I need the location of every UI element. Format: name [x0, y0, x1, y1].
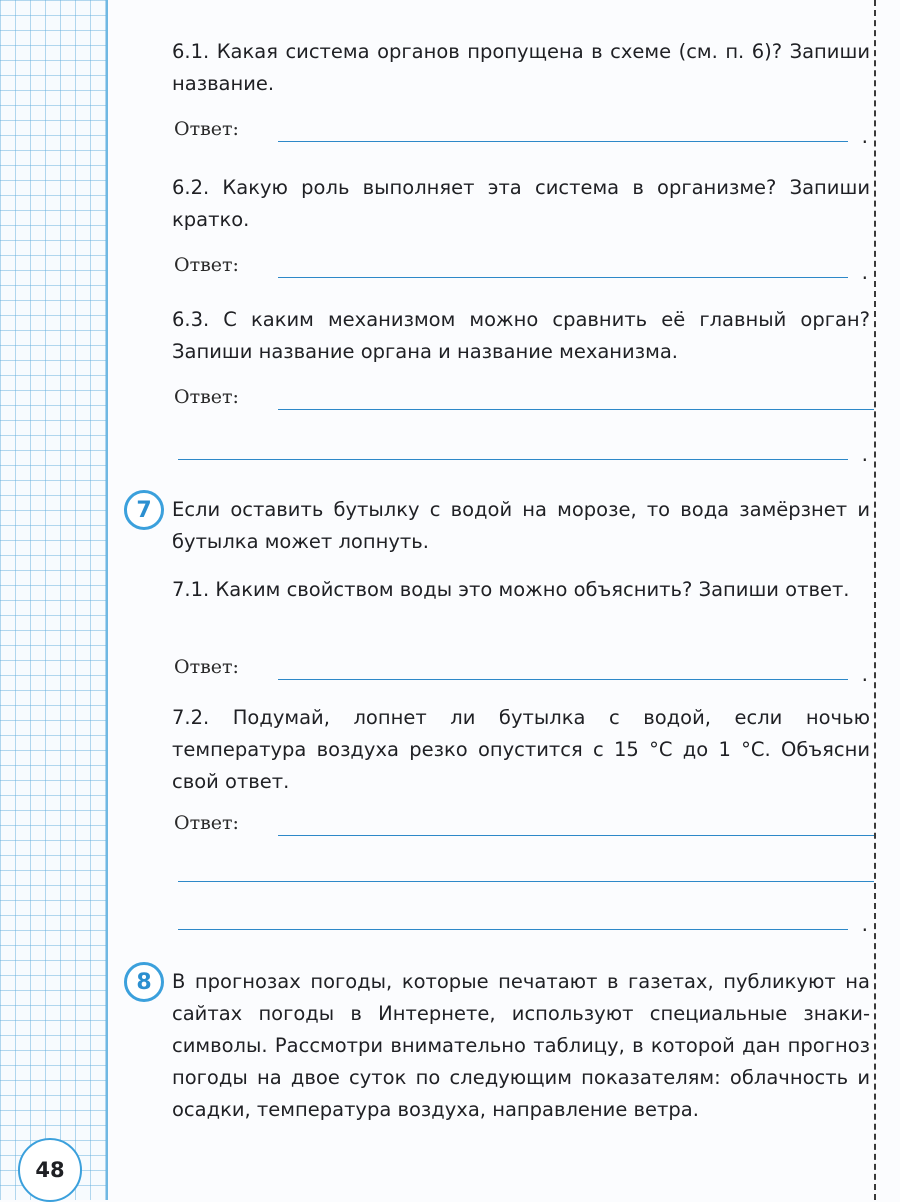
answer-line-7-1[interactable] — [278, 679, 848, 680]
answer-dot: . — [861, 912, 868, 936]
answer-row-7-2c — [174, 906, 874, 938]
answer-label: Ответ: — [174, 812, 239, 834]
answer-dot: . — [861, 260, 868, 284]
question-6-1: 6.1. Какая система органов пропущена в схеме (см. п. 6)? Запиши название. — [172, 40, 870, 95]
answer-line-6-3b[interactable] — [178, 459, 848, 460]
answer-label: Ответ: — [174, 254, 239, 276]
page-number: 48 — [18, 1138, 82, 1202]
answer-label: Ответ: — [174, 386, 239, 408]
answer-row-7-2b — [174, 858, 874, 890]
answer-label: Ответ: — [174, 656, 239, 678]
answer-row-6-3 — [174, 386, 874, 418]
task-7-number-badge: 7 — [124, 490, 164, 530]
question-6-2: 6.2. Какую роль выполняет эта система в организме? Запиши кратко. — [172, 176, 870, 231]
answer-row-6-2 — [174, 254, 874, 286]
question-7-1: 7.1. Каким свойством воды это можно объяснить? Запиши ответ. — [172, 578, 850, 601]
answer-line-6-1[interactable] — [278, 141, 848, 142]
task-8-text: В прогнозах погоды, которые печатают в газетах, публикуют на сайтах погоды в Интернете, используют специальные знаки-символы. Рассмотри внимательно таблицу, в которой дан прогноз погоды на двое суток по следующим показателям: облачность и осадки, температура воздуха, направление ветра. — [172, 970, 870, 1121]
task-7-text: Если оставить бутылку с водой на морозе, то вода замёрзнет и бутылка может лопнуть. — [172, 498, 870, 553]
answer-line-7-2b[interactable] — [178, 881, 874, 882]
task-8-number-badge: 8 — [124, 962, 164, 1002]
answer-line-6-2[interactable] — [278, 277, 848, 278]
answer-row-7-1 — [174, 656, 874, 688]
answer-label: Ответ: — [174, 118, 239, 140]
answer-dot: . — [861, 442, 868, 466]
question-6-3: 6.3. С каким механизмом можно сравнить её главный орган? Запиши название органа и название механизма. — [172, 308, 870, 363]
answer-row-6-3b — [174, 436, 874, 468]
answer-line-6-3a[interactable] — [278, 409, 874, 410]
answer-line-7-2c[interactable] — [178, 929, 848, 930]
answer-line-7-2a[interactable] — [278, 835, 874, 836]
question-7-2: 7.2. Подумай, лопнет ли бутылка с водой, если ночью температура воздуха резко опустится с 15 °С до 1 °С. Объясни свой ответ. — [172, 706, 870, 793]
answer-row-6-1 — [174, 118, 874, 150]
answer-dot: . — [861, 124, 868, 148]
answer-dot: . — [861, 662, 868, 686]
answer-row-7-2 — [174, 812, 874, 844]
